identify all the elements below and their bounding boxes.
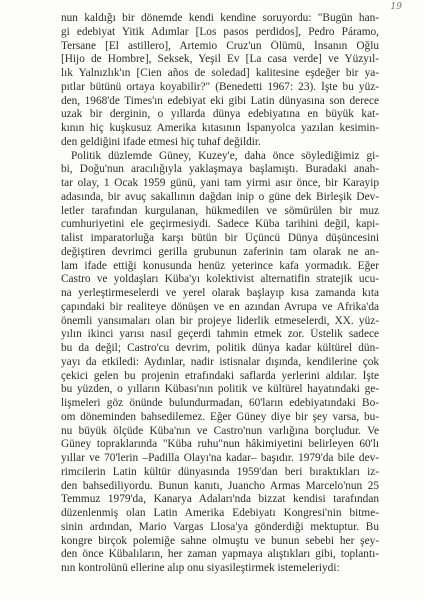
- text-line: cumhuriyetini ele geçirmesiydi. Sadece Küba tarihini değil, kapi-: [61, 218, 379, 231]
- text-line: den, 1968'de Times'ın edebiyat eki gibi Latin dünyasına son derece: [61, 94, 379, 107]
- text-line: önemli yansımaları olan bir projeye liderlik etmeselerdi, XX. yüz-: [61, 314, 379, 327]
- text-line: letler tarafından kurgulanan, hükmedilen ve sömürülen bir muz: [61, 204, 379, 217]
- text-line: talist imparatorluğa karşı bütün bir Üçüncü Dünya düşüncesini: [61, 232, 379, 244]
- text-line: yayı da etkiledi: Aydınlar, nadir istisnalar dışında, kendilerine çok: [61, 355, 379, 368]
- text-line: bu yüzden, o yılların Kübası'nın politik ve kültürel hayatındaki ge-: [61, 383, 379, 396]
- text-line: nun kaldığı bir dönemde kendi kendine soruyordu: "Bugün han-: [61, 12, 379, 24]
- text-line: om döneminden bahsedilemez. Eğer Güney diye bir şey varsa, bu-: [61, 410, 379, 423]
- text-line: düzenlenmiş olan Latin Amerika Edebiyatı Kongresi'nin bitme-: [61, 507, 379, 519]
- text-line: adasında, bir avuç sakallının dağdan inip o güne dek Birleşik Dev-: [61, 190, 379, 203]
- text-line: nın kontrolünü ellerine alıp onu siyasileştirmek istemeleriydi:: [61, 562, 340, 574]
- text-line: Tersane [El astillero], Artemio Cruz'un Ölümü, İnsanın Oğlu: [61, 39, 379, 52]
- text-line: den önce Kübalıların, her zaman yapmaya alıştıkları gibi, toplantı-: [61, 548, 379, 561]
- text-line: uzak bir derginin, o yıllarda dünya edebiyatına en büyük kat-: [61, 108, 379, 121]
- text-line: kının hiç kuşkusuz Amerika kıtasının İspanyolca yazılan kesimin-: [61, 122, 379, 134]
- text-line: pıtlar bütünü ortaya koyabilir?" (Benedetti 1967: 23). İşte bu yüz-: [61, 80, 379, 93]
- text-line: rimcilerin Latin kültür dünyasında 1959'dan beri bıraktıkları iz-: [61, 465, 379, 478]
- text-line: bi, Doğu'nun aracılığıyla yaklaşmaya başlamıştı. Buradaki anah-: [61, 163, 379, 176]
- text-line: çekici gelen bu projenin etrafındaki saflarda yerlerini aldılar. İşte: [61, 369, 379, 382]
- text-line: gi edebiyat Yitik Adımlar [Los pasos perdidos], Pedro Páramo,: [61, 25, 379, 38]
- text-line: Castro ve yoldaşları Küba'yı kolektivist alternatifin stratejik ucu-: [61, 273, 379, 286]
- text-line: na yerleştirmeselerdi ve yerel olarak başlayıp kısa zamanda kıta: [61, 287, 379, 299]
- text-line: Politik düzlemde Güney, Kuzey'e, daha önce söylediğimiz gi-: [71, 149, 379, 162]
- text-line: den bahsediliyordu. Bunun kanıtı, Juancho Armas Marcelo'nun 25: [61, 479, 379, 492]
- text-line: lam ifade ettiği konusunda henüz yeterince kafa yormadık. Eğer: [61, 259, 379, 272]
- body-text: [61, 12, 379, 576]
- text-line: den geldiğini ifade etmesi hiç tuhaf değildir.: [61, 135, 261, 148]
- text-line: Güney topraklarında "Küba ruhu"nun hâkimiyetini belirleyen 60'lı: [61, 438, 379, 451]
- text-line: bu da değil; Castro'cu devrim, politik dünya kadar kültürel dün-: [61, 342, 379, 354]
- text-line: lık Yalnızlık'ın [Cien años de soledad] kalitesine eşdeğer bir ya-: [61, 67, 379, 79]
- text-line: çapındaki bir realiteye dönüşen ve en azından Avrupa ve Afrika'da: [61, 300, 379, 313]
- text-line: kongre birçok polemiğe sahne olmuştu ve bunun sebebi her şey-: [61, 534, 379, 547]
- text-line: sinin ardından, Mario Vargas Llosa'ya gönderdiği mektuptur. Bu: [61, 520, 379, 533]
- text-line: [Hijo de Hombre], Seksek, Yeşil Ev [La casa verde] ve Yüzyıl-: [61, 53, 379, 66]
- text-line: nu büyük ölçüde Küba'nın ve Castro'nun varlığına borçludur. Ve: [61, 424, 379, 437]
- text-line: tar olay, 1 Ocak 1959 günü, yani tam yirmi asır önce, bir Karayip: [61, 177, 379, 189]
- text-line: Temmuz 1979'da, Kanarya Adaları'nda bizzat kendisi tarafından: [61, 493, 379, 506]
- text-line: değiştiren devrimci gerilla grubunun zaferinin tam olarak ne an-: [61, 245, 379, 258]
- page-number: 19: [390, 2, 402, 12]
- text-line: yılın ikinci yarısı nasıl geçerdi tahmin etmek zor. Üstelik sadece: [61, 328, 379, 341]
- text-line: yıllar ve 70'lerin –Padilla Olayı'na kadar– başıdır. 1979'da bile dev-: [61, 452, 379, 464]
- text-line: lişmeleri göz önünde bulundurmadan, 60'ların edebiyatındaki Bo-: [61, 397, 379, 409]
